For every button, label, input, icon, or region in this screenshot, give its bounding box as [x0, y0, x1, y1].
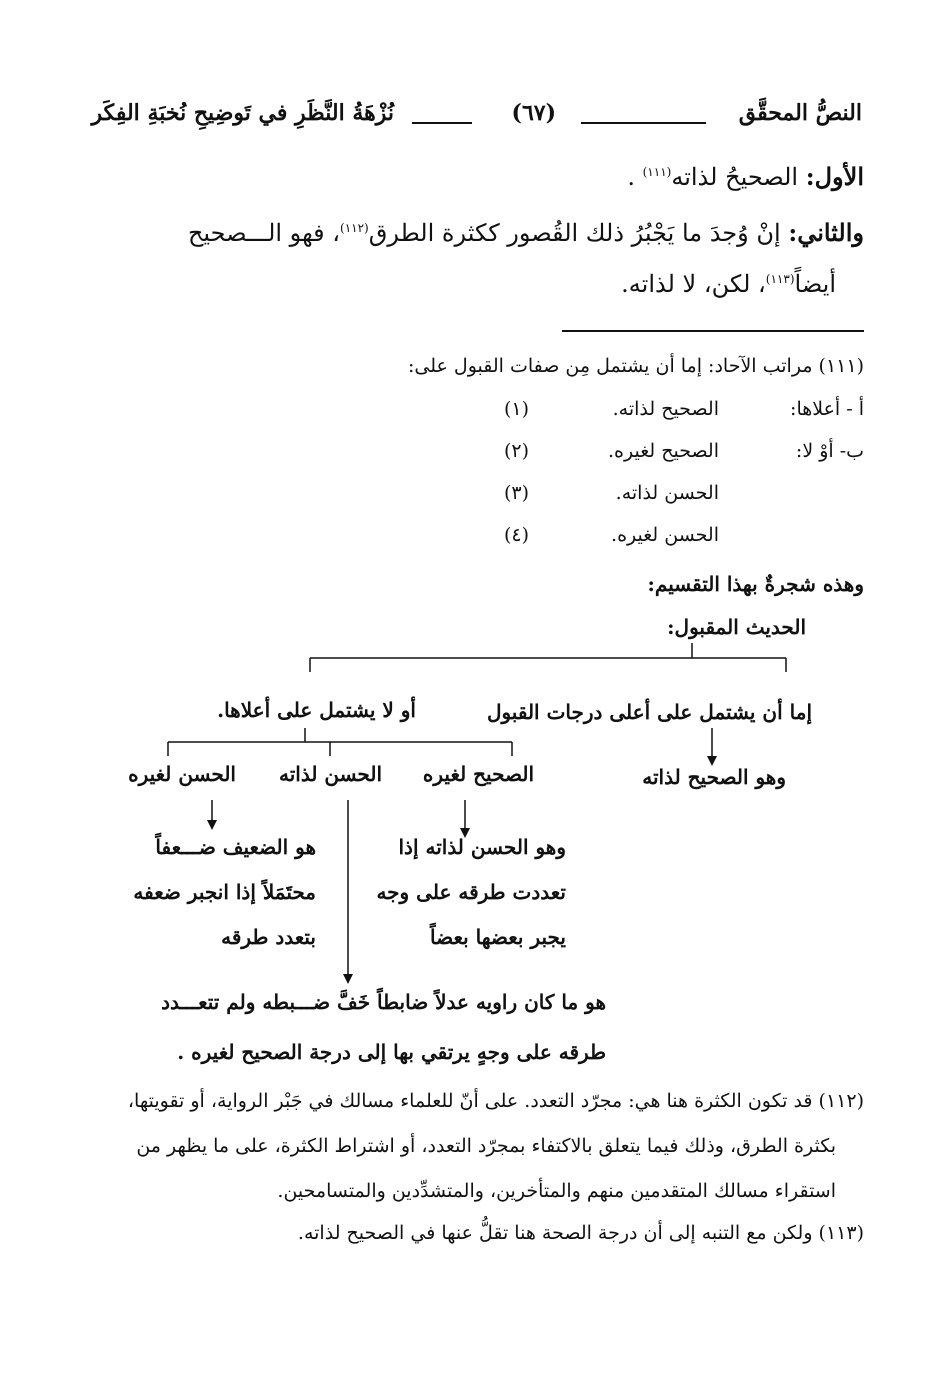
rank-text: الحسن لغيره. [611, 524, 719, 546]
second-text-2: ، فهو الـــصحيح [187, 219, 340, 247]
sahih-ghayrih-desc-line: يجبر بعضها بعضاً [430, 925, 566, 949]
header-right-title: نُزْهَةُ النَّظَرِ في تَوضِيحِ نُخبَةِ الفِكَر [91, 100, 394, 126]
rank-number: (٤) [503, 524, 529, 546]
hasan-dhatih-desc-line: طرقه على وجهٍ يرتقي بها إلى درجة الصحيح لغيره . [177, 1040, 606, 1064]
second-line2-b: ، لكن، لا لذاته. [621, 270, 766, 298]
footnote-ref-111: (١١١) [642, 165, 672, 179]
rank-text: الصحيح لذاته. [612, 398, 719, 420]
tree-sahih-li-dhatih: وهو الصحيح لذاته [642, 765, 786, 789]
first-end: . [627, 163, 635, 191]
header-page-number: (٦٧) [511, 100, 556, 126]
hasan-ghayrih-desc-line: هو الضعيف ضـــعفاً [155, 835, 316, 859]
first-label: الأول: [805, 162, 864, 191]
second-line2-a: أيضاً [794, 270, 836, 298]
tree-root: الحديث المقبول: [667, 615, 806, 639]
rank-number: (١) [503, 398, 529, 420]
footnote-ref-113: (١١٣) [765, 272, 795, 286]
tree-sahih-li-ghayrih: الصحيح لغيره [422, 762, 534, 786]
tree-hasan-li-ghayrih: الحسن لغيره [128, 762, 236, 786]
footnote-113: (١١٣) ولكن مع التنبه إلى أن درجة الصحة هنا تقلُّ عنها في الصحيح لذاته. [297, 1222, 864, 1244]
footnote-112-line: استقراء مسالك المتقدمين منهم والمتأخرين، والمتشدِّدين والمتسامحين. [277, 1180, 836, 1202]
tree-intro: وهذه شجرةٌ بهذا التقسيم: [647, 572, 864, 596]
tree-hasan-li-dhatih: الحسن لذاته [278, 762, 382, 786]
first-text: الصحيحُ لذاته [671, 163, 799, 191]
second-label: والثاني: [788, 218, 864, 247]
rank-label: ب- أوْ لا: [795, 440, 864, 462]
rank-text: الصحيح لغيره. [607, 440, 719, 462]
footnote-112-line: (١١٢) قد تكون الكثرة هنا هي: مجرّد التعدد. على أنّ للعلماء مسالك في جَبْر الرواية، أو تقويتها، [127, 1090, 864, 1112]
header-left-title: النصُّ المحقَّق [738, 100, 862, 126]
footnote-111-intro: (١١١) مراتب الآحاد: إما أن يشتمل مِن صفات القبول على: [408, 355, 864, 377]
footnote-ref-112: (١١٢) [340, 221, 369, 235]
hasan-ghayrih-desc-line: بتعدد طرقه [221, 925, 316, 949]
rank-number: (٣) [503, 482, 529, 504]
rank-number: (٢) [503, 440, 529, 462]
sahih-ghayrih-desc-line: تعددت طرقه على وجه [376, 880, 566, 904]
rank-text: الحسن لذاته. [615, 482, 719, 504]
tree-branch-right: إما أن يشتمل على أعلى درجات القبول [486, 700, 812, 724]
hasan-dhatih-desc-line: هو ما كان راويه عدلاً ضابطاً خَفَّ ضـــبطه ولم تتعـــدد [161, 990, 606, 1014]
tree-branch-left: أو لا يشتمل على أعلاها. [217, 698, 416, 722]
footnote-112-line: بكثرة الطرق، وذلك فيما يتعلق بالاكتفاء بمجرّد التعدد، أو اشتراط الكثرة، على ما يظهر من [136, 1135, 836, 1157]
sahih-ghayrih-desc-line: وهو الحسن لذاته إذا [398, 835, 566, 859]
second-text-1: إنْ وُجدَ ما يَجْبُرُ ذلك القُصور ككثرة الطرق [368, 219, 781, 247]
rank-label: أ - أعلاها: [790, 398, 864, 420]
hasan-ghayrih-desc-line: محتَمَلاً إذا انجبر ضعفه [133, 880, 316, 904]
